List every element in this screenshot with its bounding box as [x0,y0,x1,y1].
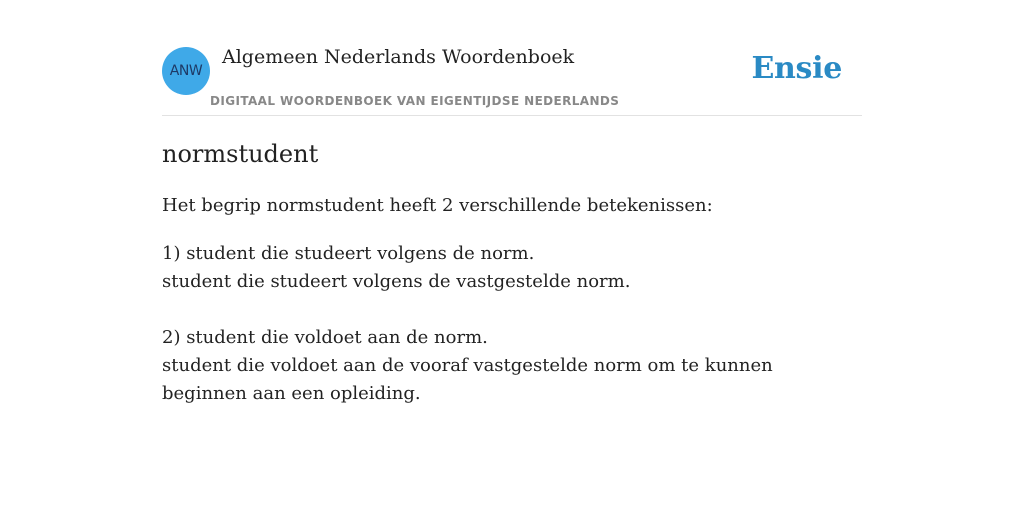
definition-item [162,324,862,408]
definition-text: student die studeert volgens de vastgestelde norm. [162,271,631,292]
ensie-brand-logo[interactable]: Ensie [751,51,842,86]
definition-item [162,240,862,296]
definition-title: 2) student die voldoet aan de norm. [162,327,488,348]
anw-logo[interactable] [162,47,210,95]
definition-title: 1) student die studeert volgens de norm. [162,243,535,264]
logo-text: ANW [169,63,203,79]
site-header [162,0,862,116]
definition-text: student die voldoet aan de vooraf vastgestelde norm om te kunnen beginnen aan een opleiding. [162,355,773,404]
page [162,0,862,512]
site-title[interactable]: Algemeen Nederlands Woordenboek [222,46,575,68]
page-title: normstudent [162,140,319,168]
entry-intro: Het begrip normstudent heeft 2 verschillende betekenissen: [162,195,713,216]
definition-list [162,240,862,436]
site-subtitle: DIGITAAL WOORDENBOEK VAN EIGENTIJDSE NEDERLANDS [210,94,620,108]
